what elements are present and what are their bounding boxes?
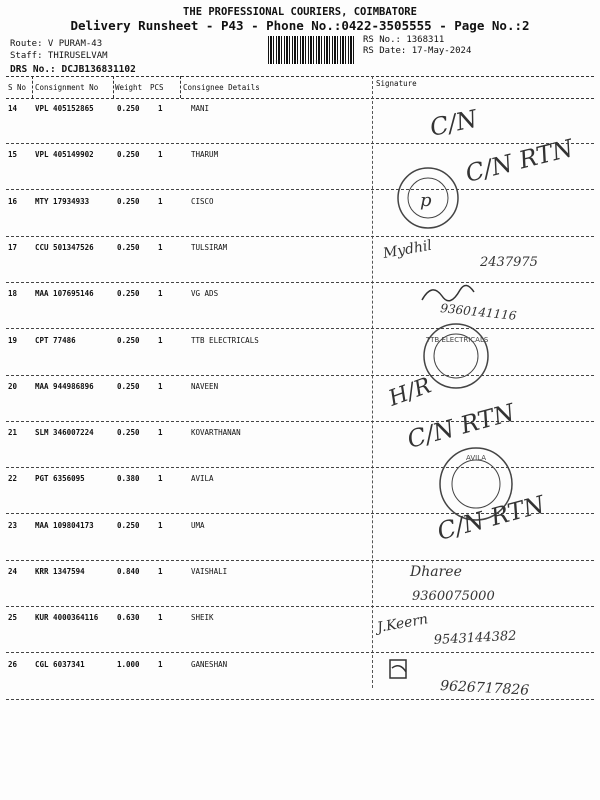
consignment-cell: MAA 109804173 (35, 520, 94, 530)
weight-cell: 0.380 (117, 474, 140, 484)
sno-cell: 14 (8, 104, 18, 113)
table-row (0, 144, 600, 190)
weight-cell: 0.250 (117, 150, 140, 160)
consignee-cell: AVILA (191, 474, 214, 484)
signature-15: C/N RTN (462, 134, 576, 188)
pcs-cell: 1 (158, 104, 163, 113)
runsheet-title: Delivery Runsheet - P43 - Phone No.:0422-3505555 - Page No.:2 (70, 18, 530, 33)
consignee-cell: VG ADS (191, 289, 219, 299)
consignment-cell: CGL 6037341 (35, 659, 85, 669)
consignment-cell: MTY 17934933 (35, 196, 90, 206)
weight-cell: 0.840 (117, 567, 140, 576)
pcs-cell: 1 (158, 242, 163, 252)
col-header-consignee: Consignee Details (183, 83, 260, 92)
pcs-cell: 1 (158, 428, 163, 438)
rs-number: RS No.: 1368311 (363, 35, 445, 45)
weight-cell: 0.250 (117, 196, 140, 206)
barcode (268, 36, 356, 64)
table-row (0, 376, 600, 422)
pcs-cell: 1 (158, 196, 163, 206)
sno-cell: 21 (8, 428, 18, 438)
weight-cell: 0.250 (117, 242, 140, 252)
rs-date: RS Date: 17-May-2024 (363, 46, 472, 56)
signature-24-number: 9360075000 (412, 589, 495, 604)
table-row (0, 422, 600, 468)
weight-cell: 0.630 (117, 613, 140, 623)
signature-25-number: 9543144382 (433, 628, 517, 648)
col-header-pcs: PCS (150, 83, 164, 92)
consignee-cell: MANI (191, 104, 210, 113)
table-row (0, 468, 600, 514)
consignee-cell: KOVARTHANAN (191, 428, 241, 438)
consignment-cell: SLM 346007224 (35, 428, 94, 438)
weight-cell: 0.250 (117, 289, 140, 299)
drs-number: DRS No.: DCJB136831102 (10, 64, 136, 75)
sno-cell: 19 (8, 335, 18, 345)
consignee-cell: THARUM (191, 150, 219, 160)
route-label: Route: V PURAM-43 (10, 39, 103, 49)
consignee-cell: UMA (191, 520, 205, 530)
staff-label: Staff: THIRUSELVAM (10, 51, 108, 61)
weight-cell: 0.250 (117, 335, 140, 345)
pcs-cell: 1 (158, 381, 163, 391)
consignment-cell: CPT 77486 (35, 335, 76, 345)
signature-25-name: J.Keern (375, 611, 430, 636)
consignee-cell: SHEIK (191, 613, 214, 623)
table-row (0, 237, 600, 283)
stamp-19-text: TTB ELECTRICALS (426, 336, 489, 344)
col-divider (180, 76, 181, 98)
svg-text:p: p (420, 190, 432, 211)
consignee-cell: CISCO (191, 196, 214, 206)
sno-cell: 17 (8, 242, 18, 252)
table-row (0, 515, 600, 561)
signature-26-number: 9626717826 (439, 678, 530, 699)
signature-23: C/N RTN (434, 490, 548, 546)
consignment-cell: KRR 1347594 (35, 567, 85, 576)
consignment-cell: PGT 6356095 (35, 474, 85, 484)
table-row (0, 607, 600, 653)
pcs-cell: 1 (158, 567, 163, 576)
weight-cell: 0.250 (117, 381, 140, 391)
sno-cell: 25 (8, 613, 18, 623)
signature-20: H/R (385, 373, 435, 412)
col-divider (32, 76, 33, 98)
table-row (0, 98, 600, 144)
sno-cell: 20 (8, 381, 18, 391)
signature-14: C/N (427, 104, 480, 142)
sno-cell: 15 (8, 150, 18, 160)
col-header-sno: S No (8, 83, 27, 92)
table-row (0, 191, 600, 237)
company-title: THE PROFESSIONAL COURIERS, COIMBATORE (183, 6, 417, 18)
stamp-22-text: AVILA (466, 454, 487, 462)
sno-cell: 26 (8, 659, 18, 669)
consignment-cell: KUR 4000364116 (35, 613, 99, 623)
weight-cell: 0.250 (117, 520, 140, 530)
pcs-cell: 1 (158, 289, 163, 299)
col-header-signature: Signature (376, 79, 417, 88)
col-divider (113, 76, 114, 98)
consignment-cell: MAA 107695146 (35, 289, 94, 299)
signature-18-number: 9360141116 (439, 301, 518, 323)
pcs-cell: 1 (158, 659, 163, 669)
sno-cell: 18 (8, 289, 18, 299)
weight-cell: 0.250 (117, 428, 140, 438)
header-top-line (6, 76, 594, 77)
consignment-cell: CCU 501347526 (35, 242, 94, 252)
consignee-cell: GANESHAN (191, 659, 228, 669)
row-separator (6, 699, 594, 700)
table-row (0, 561, 600, 607)
pcs-cell: 1 (158, 520, 163, 530)
consignee-cell: VAISHALI (191, 567, 228, 576)
pcs-cell: 1 (158, 150, 163, 160)
weight-cell: 0.250 (117, 104, 140, 113)
consignee-cell: TULSIRAM (191, 242, 228, 252)
table-row (0, 283, 600, 329)
col-header-consignment: Consignment No (35, 83, 99, 92)
signature-21: C/N RTN (404, 398, 518, 454)
weight-cell: 1.000 (117, 659, 140, 669)
pcs-cell: 1 (158, 474, 163, 484)
signature-24-name: Dharee (410, 564, 462, 580)
table-row (0, 330, 600, 376)
pcs-cell: 1 (158, 335, 163, 345)
consignment-cell: VPL 405149902 (35, 150, 94, 160)
consignment-cell: VPL 405152865 (35, 104, 94, 113)
sno-cell: 16 (8, 196, 18, 206)
pcs-cell: 1 (158, 613, 163, 623)
signature-17-number: 2437975 (480, 255, 538, 270)
consignee-cell: NAVEEN (191, 381, 219, 391)
col-header-weight: Weight (115, 83, 143, 92)
sno-cell: 23 (8, 520, 18, 530)
sno-cell: 22 (8, 474, 18, 484)
consignment-cell: MAA 944986896 (35, 381, 94, 391)
consignee-cell: TTB ELECTRICALS (191, 335, 259, 345)
table-row (0, 654, 600, 700)
signature-17-name: Mydhil (381, 237, 434, 262)
sno-cell: 24 (8, 567, 18, 576)
